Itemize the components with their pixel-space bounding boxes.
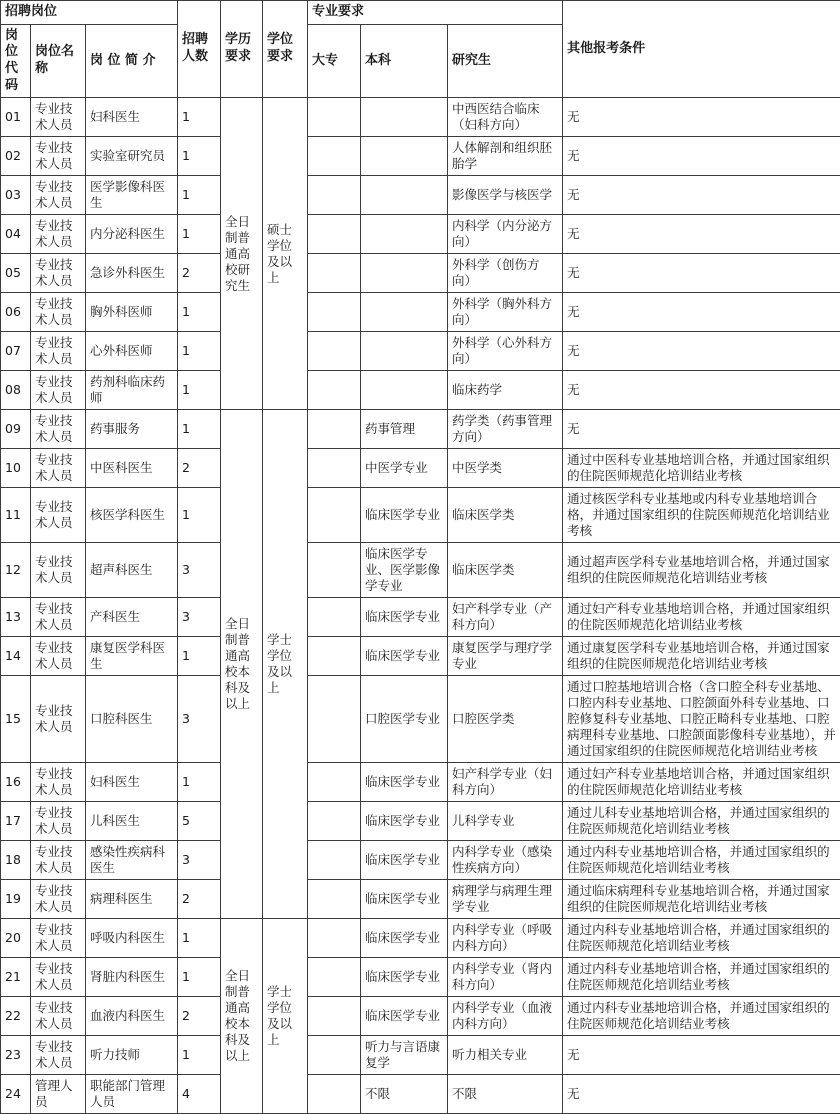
cell-post-code: 23 (1, 1036, 31, 1075)
cell-headcount: 1 (178, 98, 221, 137)
cell-headcount: 4 (178, 1075, 221, 1114)
header-post-code: 岗位代码 (1, 24, 31, 98)
table-header (1, 1, 840, 98)
table-row (1, 371, 840, 410)
cell-yanjiusheng: 妇产科学专业（产科方向） (448, 598, 563, 637)
cell-post-code: 01 (1, 98, 31, 137)
cell-yanjiusheng: 不限 (448, 1075, 563, 1114)
cell-post-name: 专业技术人员 (31, 841, 86, 880)
cell-other-conditions: 无 (563, 371, 840, 410)
cell-post-name: 专业技术人员 (31, 997, 86, 1036)
cell-post-code: 17 (1, 802, 31, 841)
cell-yanjiusheng: 内科学专业（肾内科方向） (448, 958, 563, 997)
cell-headcount: 1 (178, 1036, 221, 1075)
cell-headcount: 2 (178, 449, 221, 488)
cell-benke: 临床医学专业 (361, 880, 448, 919)
cell-education: 全日制普通高校研究生 (221, 98, 263, 410)
cell-other-conditions: 无 (563, 1036, 840, 1075)
cell-post-intro: 中医科医生 (86, 449, 178, 488)
cell-benke: 不限 (361, 1075, 448, 1114)
cell-headcount: 1 (178, 488, 221, 543)
cell-other-conditions: 无 (563, 215, 840, 254)
cell-post-code: 05 (1, 254, 31, 293)
cell-post-code: 18 (1, 841, 31, 880)
header-degree: 学位要求 (263, 1, 308, 98)
cell-benke: 临床医学专业 (361, 841, 448, 880)
cell-post-name: 专业技术人员 (31, 880, 86, 919)
cell-yanjiusheng: 外科学（胸外科方向） (448, 293, 563, 332)
cell-post-name: 专业技术人员 (31, 293, 86, 332)
cell-post-name: 专业技术人员 (31, 254, 86, 293)
cell-zhuanke (308, 371, 361, 410)
cell-benke (361, 293, 448, 332)
cell-post-intro: 感染性疾病科医生 (86, 841, 178, 880)
cell-benke: 中医学专业 (361, 449, 448, 488)
cell-zhuanke (308, 841, 361, 880)
cell-other-conditions: 通过康复医学科专业基地培训合格，并通过国家组织的住院医师规范化培训结业考核 (563, 637, 840, 676)
cell-post-intro: 医学影像科医生 (86, 176, 178, 215)
cell-yanjiusheng: 听力相关专业 (448, 1036, 563, 1075)
cell-post-code: 08 (1, 371, 31, 410)
cell-headcount: 1 (178, 215, 221, 254)
table-row (1, 332, 840, 371)
table-row (1, 676, 840, 763)
table-row (1, 1036, 840, 1075)
cell-post-name: 专业技术人员 (31, 215, 86, 254)
cell-benke (361, 176, 448, 215)
cell-other-conditions: 无 (563, 137, 840, 176)
cell-post-code: 07 (1, 332, 31, 371)
header-post-name: 岗位名称 (31, 24, 86, 98)
cell-yanjiusheng: 内科学专业（呼吸内科方向） (448, 919, 563, 958)
cell-zhuanke (308, 332, 361, 371)
cell-post-code: 24 (1, 1075, 31, 1114)
cell-post-name: 专业技术人员 (31, 371, 86, 410)
cell-headcount: 1 (178, 332, 221, 371)
cell-post-name: 专业技术人员 (31, 763, 86, 802)
table-row (1, 958, 840, 997)
cell-zhuanke (308, 449, 361, 488)
cell-post-name: 管理人员 (31, 1075, 86, 1114)
cell-post-name: 专业技术人员 (31, 598, 86, 637)
table-row (1, 637, 840, 676)
cell-other-conditions: 无 (563, 410, 840, 449)
cell-post-name: 专业技术人员 (31, 1036, 86, 1075)
cell-headcount: 1 (178, 293, 221, 332)
cell-headcount: 3 (178, 598, 221, 637)
cell-post-intro: 超声科医生 (86, 543, 178, 598)
cell-headcount: 3 (178, 543, 221, 598)
header-benke: 本科 (361, 24, 448, 98)
cell-post-code: 19 (1, 880, 31, 919)
cell-benke (361, 371, 448, 410)
table-row (1, 449, 840, 488)
cell-headcount: 3 (178, 841, 221, 880)
cell-post-name: 专业技术人员 (31, 488, 86, 543)
cell-other-conditions: 通过儿科专业基地培训合格，并通过国家组织的住院医师规范化培训结业考核 (563, 802, 840, 841)
cell-zhuanke (308, 802, 361, 841)
table-row (1, 763, 840, 802)
cell-zhuanke (308, 98, 361, 137)
cell-zhuanke (308, 543, 361, 598)
cell-headcount: 2 (178, 880, 221, 919)
cell-other-conditions: 通过内科专业基地培训合格，并通过国家组织的住院医师规范化培训结业考核 (563, 958, 840, 997)
table-row (1, 919, 840, 958)
cell-zhuanke (308, 919, 361, 958)
cell-post-code: 06 (1, 293, 31, 332)
header-group-major: 专业要求 (308, 1, 563, 25)
cell-zhuanke (308, 254, 361, 293)
cell-zhuanke (308, 880, 361, 919)
cell-yanjiusheng: 内科学（内分泌方向） (448, 215, 563, 254)
cell-post-name: 专业技术人员 (31, 543, 86, 598)
table-row (1, 488, 840, 543)
cell-other-conditions: 无 (563, 293, 840, 332)
table-row (1, 176, 840, 215)
cell-headcount: 1 (178, 763, 221, 802)
cell-post-intro: 内分泌科医生 (86, 215, 178, 254)
cell-yanjiusheng: 外科学（心外科方向） (448, 332, 563, 371)
table-row (1, 1075, 840, 1114)
cell-headcount: 1 (178, 637, 221, 676)
table-row (1, 254, 840, 293)
cell-post-code: 14 (1, 637, 31, 676)
table-row (1, 997, 840, 1036)
cell-benke (361, 254, 448, 293)
cell-post-code: 13 (1, 598, 31, 637)
cell-zhuanke (308, 997, 361, 1036)
header-other-conditions: 其他报考条件 (563, 1, 840, 98)
cell-post-intro: 儿科医生 (86, 802, 178, 841)
cell-other-conditions: 通过妇产科专业基地培训合格，并通过国家组织的住院医师规范化培训结业考核 (563, 763, 840, 802)
cell-post-name: 专业技术人员 (31, 676, 86, 763)
cell-zhuanke (308, 137, 361, 176)
cell-headcount: 2 (178, 997, 221, 1036)
table-row (1, 137, 840, 176)
cell-benke: 临床医学专业 (361, 958, 448, 997)
cell-zhuanke (308, 637, 361, 676)
cell-benke: 临床医学专业 (361, 997, 448, 1036)
cell-post-intro: 病理科医生 (86, 880, 178, 919)
cell-yanjiusheng: 儿科学专业 (448, 802, 563, 841)
cell-other-conditions: 通过超声医学科专业基地培训合格，并通过国家组织的住院医师规范化培训结业考核 (563, 543, 840, 598)
cell-zhuanke (308, 215, 361, 254)
cell-benke: 听力与言语康复学 (361, 1036, 448, 1075)
cell-yanjiusheng: 口腔医学类 (448, 676, 563, 763)
cell-post-code: 21 (1, 958, 31, 997)
table-row (1, 598, 840, 637)
cell-headcount: 1 (178, 371, 221, 410)
cell-zhuanke (308, 410, 361, 449)
cell-post-intro: 心外科医师 (86, 332, 178, 371)
cell-other-conditions: 通过妇产科专业基地培训合格，并通过国家组织的住院医师规范化培训结业考核 (563, 598, 840, 637)
cell-education: 全日制普通高校本科及以上 (221, 919, 263, 1114)
cell-headcount: 1 (178, 919, 221, 958)
table-row (1, 410, 840, 449)
cell-post-name: 专业技术人员 (31, 919, 86, 958)
cell-headcount: 1 (178, 176, 221, 215)
cell-zhuanke (308, 958, 361, 997)
cell-other-conditions: 无 (563, 98, 840, 137)
cell-yanjiusheng: 影像医学与核医学 (448, 176, 563, 215)
cell-zhuanke (308, 1075, 361, 1114)
cell-other-conditions: 通过口腔基地培训合格（含口腔全科专业基地、口腔内科专业基地、口腔颌面外科专业基地、口腔修复科专业基地、口腔正畸科专业基地、口腔病理科专业基地、口腔颌面影像科专业基地），并通过国家组织的住院医师规范化培训结业考核 (563, 676, 840, 763)
cell-other-conditions: 通过内科专业基地培训合格，并通过国家组织的住院医师规范化培训结业考核 (563, 841, 840, 880)
cell-yanjiusheng: 中医学类 (448, 449, 563, 488)
cell-benke (361, 137, 448, 176)
cell-other-conditions: 无 (563, 332, 840, 371)
cell-post-intro: 呼吸内科医生 (86, 919, 178, 958)
table-row (1, 98, 840, 137)
cell-benke: 临床医学专业、医学影像学专业 (361, 543, 448, 598)
cell-post-intro: 职能部门管理人员 (86, 1075, 178, 1114)
header-row-group (1, 1, 840, 25)
cell-benke (361, 215, 448, 254)
cell-headcount: 3 (178, 676, 221, 763)
cell-post-intro: 血液内科医生 (86, 997, 178, 1036)
cell-zhuanke (308, 763, 361, 802)
cell-yanjiusheng: 内科学专业（血液内科方向） (448, 997, 563, 1036)
cell-post-intro: 药剂科临床药师 (86, 371, 178, 410)
cell-post-code: 16 (1, 763, 31, 802)
cell-post-intro: 药事服务 (86, 410, 178, 449)
cell-degree: 学士学位及以上 (263, 410, 308, 919)
cell-post-intro: 肾脏内科医生 (86, 958, 178, 997)
cell-yanjiusheng: 病理学与病理生理学专业 (448, 880, 563, 919)
cell-education: 全日制普通高校本科及以上 (221, 410, 263, 919)
cell-post-name: 专业技术人员 (31, 176, 86, 215)
cell-post-name: 专业技术人员 (31, 137, 86, 176)
cell-post-code: 02 (1, 137, 31, 176)
cell-yanjiusheng: 人体解剖和组织胚胎学 (448, 137, 563, 176)
cell-benke: 临床医学专业 (361, 802, 448, 841)
cell-zhuanke (308, 598, 361, 637)
header-headcount: 招聘人数 (178, 1, 221, 98)
cell-benke: 临床医学专业 (361, 637, 448, 676)
cell-other-conditions: 通过内科专业基地培训合格，并通过国家组织的住院医师规范化培训结业考核 (563, 997, 840, 1036)
header-post-intro: 岗 位 简 介 (86, 24, 178, 98)
cell-benke: 临床医学专业 (361, 488, 448, 543)
cell-yanjiusheng: 外科学（创伤方向） (448, 254, 563, 293)
table-row (1, 802, 840, 841)
cell-post-intro: 妇科医生 (86, 763, 178, 802)
cell-post-intro: 妇科医生 (86, 98, 178, 137)
cell-yanjiusheng: 临床医学类 (448, 488, 563, 543)
cell-benke: 药事管理 (361, 410, 448, 449)
cell-yanjiusheng: 康复医学与理疗学专业 (448, 637, 563, 676)
cell-degree: 学士学位及以上 (263, 919, 308, 1114)
table-row (1, 543, 840, 598)
cell-other-conditions: 通过内科专业基地培训合格，并通过国家组织的住院医师规范化培训结业考核 (563, 919, 840, 958)
table-body (1, 98, 840, 1114)
cell-post-name: 专业技术人员 (31, 449, 86, 488)
cell-yanjiusheng: 临床药学 (448, 371, 563, 410)
cell-post-name: 专业技术人员 (31, 410, 86, 449)
cell-benke (361, 332, 448, 371)
cell-benke: 临床医学专业 (361, 763, 448, 802)
cell-degree: 硕士学位及以上 (263, 98, 308, 410)
cell-post-code: 22 (1, 997, 31, 1036)
cell-post-intro: 产科医生 (86, 598, 178, 637)
cell-post-intro: 急诊外科医生 (86, 254, 178, 293)
cell-headcount: 5 (178, 802, 221, 841)
cell-yanjiusheng: 药学类（药事管理方向） (448, 410, 563, 449)
cell-post-intro: 口腔科医生 (86, 676, 178, 763)
cell-post-code: 03 (1, 176, 31, 215)
cell-yanjiusheng: 妇产科学专业（妇科方向） (448, 763, 563, 802)
cell-post-code: 10 (1, 449, 31, 488)
header-yanjiusheng: 研究生 (448, 24, 563, 98)
cell-other-conditions: 无 (563, 176, 840, 215)
cell-benke: 临床医学专业 (361, 919, 448, 958)
header-zhuanke: 大专 (308, 24, 361, 98)
cell-post-intro: 康复医学科医生 (86, 637, 178, 676)
header-education: 学历要求 (221, 1, 263, 98)
cell-yanjiusheng: 内科学专业（感染性疾病方向） (448, 841, 563, 880)
cell-zhuanke (308, 293, 361, 332)
cell-zhuanke (308, 676, 361, 763)
cell-post-code: 15 (1, 676, 31, 763)
cell-benke (361, 98, 448, 137)
cell-other-conditions: 通过中医科专业基地培训合格，并通过国家组织的住院医师规范化培训结业考核 (563, 449, 840, 488)
cell-post-code: 20 (1, 919, 31, 958)
cell-post-code: 11 (1, 488, 31, 543)
cell-post-intro: 实验室研究员 (86, 137, 178, 176)
cell-zhuanke (308, 176, 361, 215)
cell-post-intro: 胸外科医师 (86, 293, 178, 332)
cell-yanjiusheng: 临床医学类 (448, 543, 563, 598)
table-row (1, 841, 840, 880)
cell-headcount: 1 (178, 137, 221, 176)
cell-benke: 临床医学专业 (361, 598, 448, 637)
cell-post-name: 专业技术人员 (31, 637, 86, 676)
cell-yanjiusheng: 中西医结合临床（妇科方向） (448, 98, 563, 137)
cell-other-conditions: 无 (563, 254, 840, 293)
cell-headcount: 1 (178, 410, 221, 449)
cell-zhuanke (308, 488, 361, 543)
cell-headcount: 2 (178, 254, 221, 293)
table-row (1, 215, 840, 254)
header-group-post: 招聘岗位 (1, 1, 178, 25)
cell-post-name: 专业技术人员 (31, 98, 86, 137)
cell-other-conditions: 无 (563, 1075, 840, 1114)
cell-post-intro: 听力技师 (86, 1036, 178, 1075)
cell-headcount: 1 (178, 958, 221, 997)
cell-post-code: 04 (1, 215, 31, 254)
cell-post-code: 09 (1, 410, 31, 449)
cell-post-name: 专业技术人员 (31, 332, 86, 371)
cell-post-name: 专业技术人员 (31, 802, 86, 841)
cell-post-intro: 核医学科医生 (86, 488, 178, 543)
table-row (1, 293, 840, 332)
cell-post-name: 专业技术人员 (31, 958, 86, 997)
cell-zhuanke (308, 1036, 361, 1075)
cell-other-conditions: 通过临床病理科专业基地培训合格，并通过国家组织的住院医师规范化培训结业考核 (563, 880, 840, 919)
cell-benke: 口腔医学专业 (361, 676, 448, 763)
cell-post-code: 12 (1, 543, 31, 598)
cell-other-conditions: 通过核医学科专业基地或内科专业基地培训合格，并通过国家组织的住院医师规范化培训结业考核 (563, 488, 840, 543)
table-row (1, 880, 840, 919)
